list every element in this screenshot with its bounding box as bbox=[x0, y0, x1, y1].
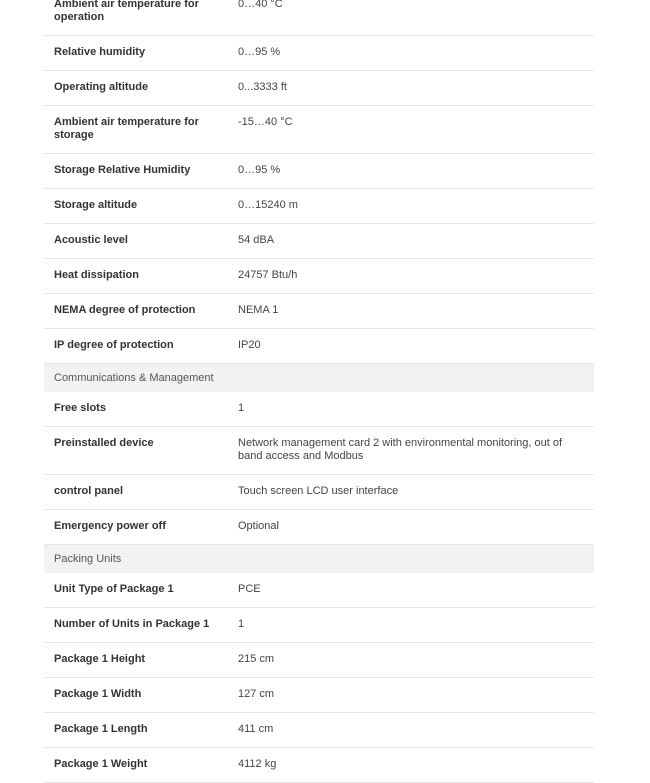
spec-label: Storage Relative Humidity bbox=[54, 164, 191, 176]
spec-row-storage-relative-humidity bbox=[44, 154, 594, 189]
specifications-table bbox=[44, 0, 594, 783]
spec-row-unit-type-package-1 bbox=[44, 573, 594, 608]
spec-value: 0…95 % bbox=[238, 164, 281, 176]
spec-row-free-slots bbox=[44, 392, 594, 427]
spec-value: -15…40 °C bbox=[238, 116, 293, 128]
spec-value: 1 bbox=[238, 402, 245, 414]
spec-row-nema-protection bbox=[44, 294, 594, 329]
spec-value: Optional bbox=[238, 520, 279, 532]
spec-row-package-1-weight bbox=[44, 748, 594, 783]
spec-label: Number of Units in Package 1 bbox=[54, 618, 210, 630]
spec-label: Acoustic level bbox=[54, 234, 128, 246]
spec-value: Network management card 2 with environmental monitoring, out of band access and Modbus bbox=[238, 437, 563, 462]
spec-row-preinstalled-device bbox=[44, 427, 594, 475]
spec-value: NEMA 1 bbox=[238, 304, 279, 316]
spec-row-ip-protection bbox=[44, 329, 594, 364]
spec-row-ambient-storage-temperature bbox=[44, 106, 594, 154]
spec-label: Ambient air temperature for storage bbox=[54, 116, 199, 141]
spec-value: 4112 kg bbox=[238, 758, 277, 770]
spec-label: Operating altitude bbox=[54, 81, 149, 93]
spec-label: Package 1 Length bbox=[54, 723, 148, 735]
spec-label: Emergency power off bbox=[54, 520, 166, 532]
spec-row-number-units-package-1 bbox=[44, 608, 594, 643]
spec-row-storage-altitude bbox=[44, 189, 594, 224]
spec-row-emergency-power-off bbox=[44, 510, 594, 545]
spec-label: Package 1 Width bbox=[54, 688, 142, 700]
spec-label: Free slots bbox=[54, 402, 106, 414]
spec-value: 0…40 °C bbox=[238, 0, 283, 10]
spec-label: Preinstalled device bbox=[54, 437, 154, 449]
spec-row-package-1-height bbox=[44, 643, 594, 678]
spec-row-ambient-operation-temperature bbox=[44, 0, 594, 36]
spec-label: Ambient air temperature for operation bbox=[54, 0, 199, 23]
spec-label: Heat dissipation bbox=[54, 269, 139, 281]
spec-label: NEMA degree of protection bbox=[54, 304, 196, 316]
spec-row-heat-dissipation bbox=[44, 259, 594, 294]
spec-row-relative-humidity bbox=[44, 36, 594, 71]
spec-label: control panel bbox=[54, 485, 124, 497]
spec-label: Package 1 Height bbox=[54, 653, 146, 665]
section-header-communications: Communications & Management bbox=[44, 364, 594, 392]
spec-value: 54 dBA bbox=[238, 234, 275, 246]
spec-value: Touch screen LCD user interface bbox=[238, 485, 399, 497]
spec-value: 1 bbox=[238, 618, 245, 630]
spec-label: IP degree of protection bbox=[54, 339, 174, 351]
spec-label: Unit Type of Package 1 bbox=[54, 583, 174, 595]
spec-value: 411 cm bbox=[238, 723, 274, 735]
spec-label: Relative humidity bbox=[54, 46, 146, 58]
spec-value: 215 cm bbox=[238, 653, 275, 665]
spec-label: Package 1 Weight bbox=[54, 758, 148, 770]
spec-value: 0...3333 ft bbox=[238, 81, 287, 93]
section-header-packing-units: Packing Units bbox=[44, 545, 594, 573]
spec-value: IP20 bbox=[238, 339, 261, 351]
spec-row-acoustic-level bbox=[44, 224, 594, 259]
spec-value: 127 cm bbox=[238, 688, 275, 700]
spec-value: 0…15240 m bbox=[238, 199, 298, 211]
spec-row-control-panel bbox=[44, 475, 594, 510]
spec-value: PCE bbox=[238, 583, 261, 595]
spec-label: Storage altitude bbox=[54, 199, 138, 211]
spec-value: 24757 Btu/h bbox=[238, 269, 298, 281]
spec-row-operating-altitude bbox=[44, 71, 594, 106]
spec-row-package-1-width bbox=[44, 678, 594, 713]
spec-value: 0…95 % bbox=[238, 46, 281, 58]
